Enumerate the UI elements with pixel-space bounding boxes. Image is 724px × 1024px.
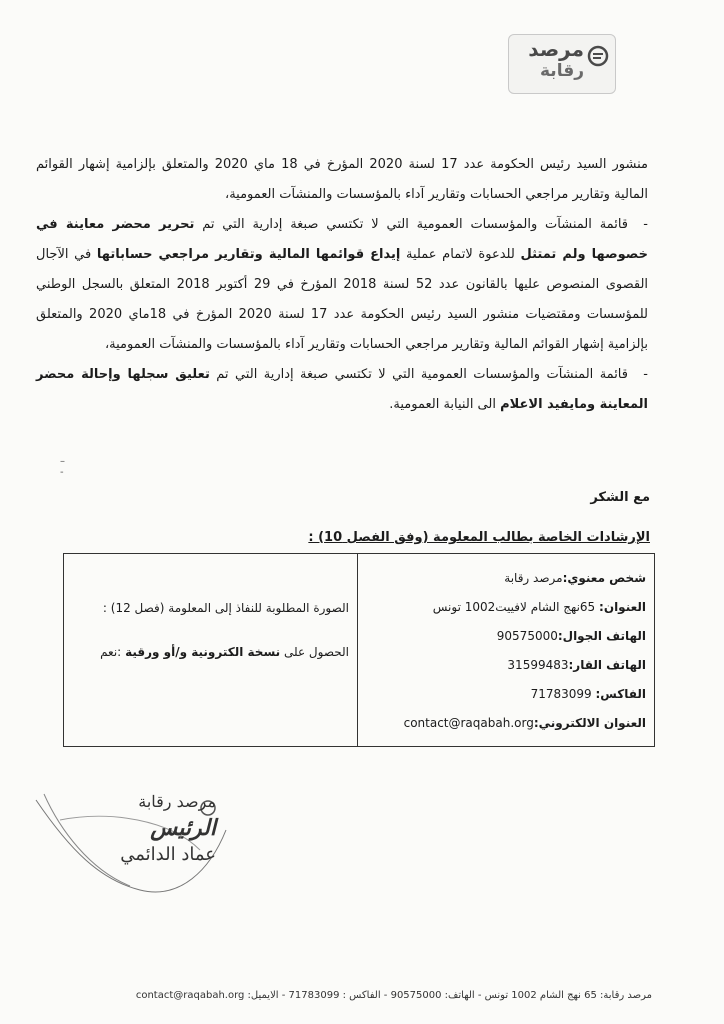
list-1-text-a: قائمة المنشآت والمؤسسات العمومية التي لا تكتسي صبغة إدارية التي تم — [202, 217, 628, 232]
logo-line-1: مرصد — [528, 37, 584, 61]
list-2-text-a: قائمة المنشآت والمؤسسات العمومية التي لا تكتسي صبغة إدارية التي تم — [216, 367, 628, 382]
row-address — [366, 593, 646, 622]
stamp-org: مرصد رقابة — [138, 792, 216, 811]
paragraph-circular: منشور السيد رئيس الحكومة عدد 17 لسنة 2020 المؤرخ في 18 ماي 2020 والمتعلق بإلزامية إشهار القوائم المالية وتقارير مراجعي الحسابات وتقارير آداء بالمؤسسات والمنشآت العمومية، — [36, 157, 648, 202]
row-legal-person — [366, 564, 646, 593]
row-email — [366, 709, 646, 738]
access-format-column — [64, 554, 357, 746]
value-address: 65نهج الشام لافييت1002 تونس — [432, 600, 596, 614]
list-1-bold-a: تحرير محضر معاينة في خصوصها ولم تمتثل — [36, 217, 648, 262]
row-mobile — [366, 622, 646, 651]
section-title: الإرشادات الخاصة بطالب المعلومة (وفق الفصل 10) : — [308, 530, 650, 545]
access-format-label: الصورة المطلوبة للنفاذ إلى المعلومة (فصل 12) : — [102, 601, 349, 615]
paragraph-list-1 — [36, 210, 648, 360]
label-fax: الفاكس: — [595, 687, 646, 701]
format-type: نسخة الكترونية و/أو ورقية — [125, 645, 281, 659]
label-address: العنوان: — [599, 600, 646, 614]
stamp-title: الرئيس — [150, 815, 216, 841]
list-1-text-c: في الآجال القصوى المنصوص عليها بالقانون عدد 52 لسنة 2018 المؤرخ في 29 أكتوبر 2018 المتعلق بالسجل الوطني للمؤسسات ومقتضيات منشور السيد رئيس الحكومة عدد 17 لسنة 2020 المؤرخ في 18ماي 2020 والمتعلق بإلزامية إشهار القوائم المالية وتقارير مراجعي الحسابات وتقارير آداء بالمؤسسات والمنشآت العمومية، — [36, 247, 649, 352]
access-format-value — [72, 642, 349, 662]
label-email: العنوان الالكتروني: — [533, 716, 646, 730]
list-2-text-b: الى النيابة العمومية. — [389, 397, 496, 412]
logo-line-2: رقابة — [540, 61, 584, 81]
dash-bullet: - — [643, 367, 648, 382]
row-landline — [366, 651, 646, 680]
magnifier-logo-icon — [586, 44, 612, 70]
row-fax — [366, 680, 646, 709]
list-1-bold-b: إيداع قوائمها المالية وتقارير مراجعي حساباتها — [96, 247, 401, 262]
value-mobile: 90575000 — [496, 629, 558, 643]
stamp-text — [26, 790, 216, 868]
footer-contact-line: مرصد رقابة: 65 نهج الشام 1002 تونس - الهاتف: 90575000 - الفاكس : 71783099 - الايميل: contact@raqabah.org — [135, 990, 652, 1001]
raqabah-logo — [508, 26, 618, 96]
format-prefix: الحصول على — [283, 645, 349, 659]
value-fax: 71783099 — [530, 687, 592, 701]
dash-bullet: - — [643, 217, 648, 232]
format-answer: :نعم — [100, 645, 122, 659]
logo-wordmark — [528, 38, 584, 82]
list-1-text-b: للدعوة لاتمام عملية — [406, 247, 515, 262]
value-email: contact@raqabah.org — [403, 716, 534, 730]
closing-thanks: مع الشكر — [590, 490, 650, 505]
signature-stamp — [30, 790, 230, 900]
document-body — [36, 150, 648, 420]
label-legal-person: شخص معنوي: — [562, 571, 646, 585]
list-2-bold: تعليق سجلها وإحالة محضر المعاينة ومايفيد الاعلام — [36, 367, 648, 412]
scan-specks: – - — [60, 456, 65, 478]
requester-info-table — [63, 553, 655, 747]
value-legal-person: مرصد رقابة — [504, 571, 563, 585]
label-mobile: الهاتف الجوال: — [557, 629, 646, 643]
value-landline: 31599483 — [507, 658, 569, 672]
paragraph-list-2 — [36, 360, 648, 420]
requester-contact-column — [357, 554, 654, 746]
stamp-name: عماد الدائمي — [120, 844, 216, 865]
label-landline: الهاتف القار: — [568, 658, 646, 672]
